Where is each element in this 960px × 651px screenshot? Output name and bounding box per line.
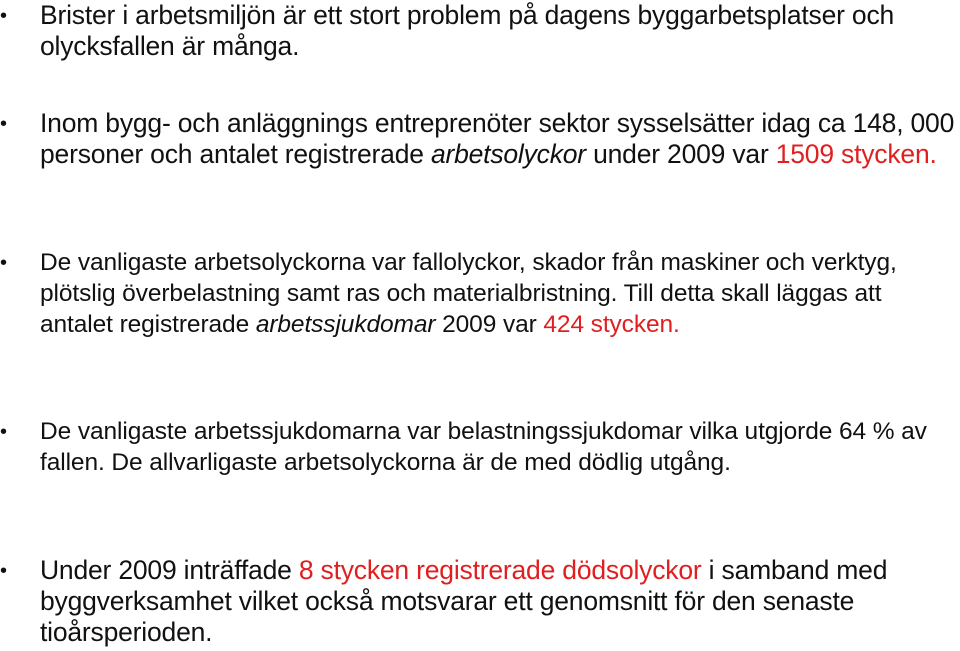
bullet-icon: • [0,560,8,582]
bullet-icon: • [0,252,8,274]
text-run-italic: arbetsolyckor [430,139,586,169]
bullet-icon: • [0,113,8,135]
bullet-text [40,108,958,170]
text-run: De vanligaste arbetssjukdomarna var belastningssjukdomar vilka utgjorde 64 % av fallen. De allvarligaste arbetsolyckorna är de med dödlig utgång. [40,418,927,476]
text-run: Brister i arbetsmiljön är ett stort problem på dagens byggarbetsplatser och olycksfallen är många. [40,0,895,61]
bullet-icon: • [0,5,8,27]
highlight-text: 424 stycken. [543,311,680,338]
text-run: De vanligaste arbetsolyckorna var fallolyckor, skador från maskiner och verktyg, plötslig överbelastning samt ras och materialbristning. Till detta skall läggas att antalet registrerade [40,249,897,338]
bullet-text [40,247,958,340]
text-run: Inom bygg- och anläggnings entreprenöter sektor sysselsätter idag ca 148, 000 personer och antalet registrerade [40,108,955,169]
text-run-italic: arbetssjukdomar [255,311,436,338]
bullet-text [40,0,958,62]
text-run: 2009 var [435,311,544,338]
text-run: under 2009 var [585,139,776,169]
highlight-text: 8 stycken registrerade dödsolyckor [298,555,702,585]
text-run: i samband med byggverksamhet vilket också motsvarar ett genomsnitt för den senaste tioårsperioden. [40,555,888,647]
bullet-icon: • [0,421,8,443]
bullet-text [40,555,958,648]
text-run: Under 2009 inträffade [40,555,299,585]
bullet-text [40,416,958,478]
highlight-text: 1509 stycken. [775,139,937,169]
